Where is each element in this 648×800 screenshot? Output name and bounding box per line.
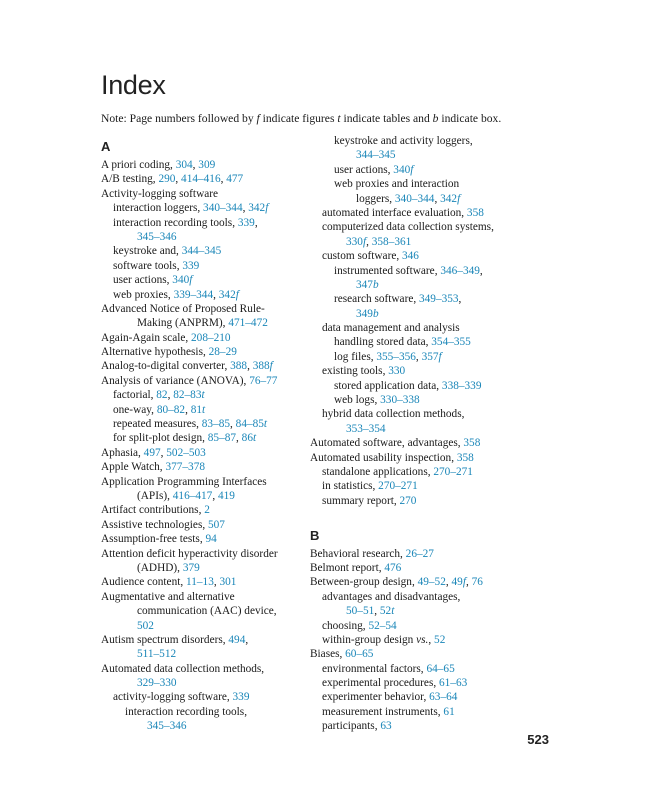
page-reference[interactable]: 345–346: [137, 230, 177, 243]
page-reference[interactable]: f: [462, 576, 466, 589]
index-entry: [310, 451, 524, 465]
entry-text: f: [256, 112, 260, 125]
page-reference[interactable]: 344–345: [181, 245, 222, 258]
index-note: [101, 112, 501, 125]
page-reference[interactable]: 11–13: [186, 576, 214, 589]
index-entry: [101, 359, 313, 373]
index-entry: [310, 364, 524, 378]
index-entry: [310, 134, 524, 148]
page-reference[interactable]: 388: [230, 360, 248, 373]
page-reference[interactable]: 511–512: [137, 648, 177, 661]
page-reference[interactable]: f: [410, 163, 414, 176]
index-entry: [310, 662, 524, 676]
entry-text: (APIs),: [137, 489, 173, 502]
entry-text: ,: [160, 446, 167, 459]
entry-text: ,: [415, 350, 422, 363]
entry-text: participants,: [322, 720, 381, 733]
index-entry: [101, 216, 313, 230]
entry-text: activity-logging software,: [113, 691, 233, 704]
index-entry: [101, 590, 313, 604]
index-entry: [101, 158, 313, 172]
page-reference[interactable]: 342: [440, 192, 458, 205]
index-entry: [310, 479, 524, 493]
entry-text: summary report,: [322, 494, 400, 507]
page-reference[interactable]: 357: [421, 350, 439, 363]
entry-text: custom software,: [322, 250, 402, 263]
page-reference[interactable]: f: [189, 274, 193, 287]
section-gap: [310, 508, 524, 522]
index-entry: [310, 206, 524, 220]
page-reference[interactable]: 82–83: [173, 389, 202, 402]
page-reference[interactable]: 64–65: [426, 662, 455, 675]
index-entry: [310, 561, 524, 575]
page-reference[interactable]: 502–503: [166, 446, 206, 459]
entry-text: Assumption-free tests,: [101, 533, 206, 546]
entry-text: within-group design: [322, 633, 417, 646]
entry-text: keystroke and activity loggers,: [334, 135, 473, 147]
page-reference[interactable]: t: [263, 418, 268, 431]
index-column-left: [101, 134, 313, 734]
index-entry: [310, 192, 524, 206]
entry-text: ,: [213, 576, 220, 589]
page-reference[interactable]: 358: [466, 206, 484, 219]
page-reference[interactable]: f: [269, 360, 273, 373]
index-entry: [310, 220, 524, 234]
index-entry: [101, 431, 313, 445]
entry-text: log files,: [334, 350, 377, 363]
entry-text: A/B testing,: [101, 173, 159, 186]
index-entry: [310, 379, 524, 393]
page-reference[interactable]: 354–355: [431, 336, 471, 349]
page-reference[interactable]: 2: [204, 504, 210, 517]
index-entry: [101, 316, 313, 330]
entry-text: choosing,: [322, 619, 369, 632]
entry-text: web proxies,: [113, 288, 174, 301]
index-entry: [310, 619, 524, 633]
entry-text: factorial,: [113, 389, 157, 402]
entry-text: Automated usability inspection,: [310, 451, 457, 464]
entry-text: Behavioral research,: [310, 547, 406, 560]
entry-text: indicate figures: [259, 112, 338, 125]
index-entry: [310, 163, 524, 177]
index-entry: [310, 465, 524, 479]
entry-text: Audience content,: [101, 576, 187, 589]
entry-text: Analog-to-digital converter,: [101, 360, 231, 373]
entry-text: Application Programming Interfaces: [101, 475, 267, 488]
page-reference[interactable]: 377–378: [165, 461, 205, 474]
page-reference[interactable]: 344–345: [356, 149, 396, 162]
page-reference[interactable]: 340–344: [203, 202, 243, 215]
page-reference[interactable]: 339: [182, 259, 200, 272]
entry-text: environmental factors,: [322, 662, 427, 675]
index-entry: [310, 292, 524, 306]
page-reference[interactable]: b: [372, 307, 379, 320]
page-reference[interactable]: 419: [217, 489, 235, 502]
index-entry: [101, 403, 313, 417]
page-reference[interactable]: f: [265, 202, 269, 215]
entry-text: hybrid data collection methods,: [322, 408, 465, 421]
page-reference[interactable]: 76: [471, 576, 483, 589]
index-entry: [101, 719, 313, 733]
index-entry: [310, 393, 524, 407]
page-reference[interactable]: 86: [241, 432, 253, 445]
index-entry: [310, 321, 524, 335]
entry-text: user actions,: [113, 274, 173, 287]
page-reference[interactable]: 342: [218, 288, 236, 301]
index-entry: [101, 230, 313, 244]
entry-text: (ADHD),: [137, 561, 183, 574]
entry-text: Again-Again scale,: [101, 331, 192, 344]
page-reference[interactable]: 476: [384, 561, 402, 574]
entry-text: Autism spectrum disorders,: [101, 633, 229, 646]
index-entry: [310, 633, 524, 647]
index-entry: [101, 172, 313, 186]
page-reference[interactable]: 346–349: [440, 264, 480, 277]
entry-text: ,: [192, 159, 199, 171]
entry-text: ,: [434, 192, 441, 205]
index-entry: [310, 647, 524, 661]
index-entry: [101, 647, 313, 661]
index-entry: [101, 302, 313, 316]
entry-text: ,: [175, 173, 182, 186]
index-entry: [310, 436, 524, 450]
index-entry: [101, 561, 313, 575]
index-entry: [310, 676, 524, 690]
entry-text: existing tools,: [322, 365, 389, 378]
entry-text: handling stored data,: [334, 336, 432, 349]
entry-text: vs.: [416, 633, 429, 646]
index-entry: [101, 662, 313, 676]
page-reference[interactable]: 339: [232, 691, 250, 704]
entry-text: Apple Watch,: [101, 461, 166, 474]
entry-text: repeated measures,: [113, 418, 202, 431]
entry-text: interaction loggers,: [113, 202, 204, 215]
page-reference[interactable]: 63–64: [429, 691, 458, 704]
index-entry: [310, 422, 524, 436]
page-reference[interactable]: t: [201, 389, 205, 402]
entry-text: Artifact contributions,: [101, 504, 205, 517]
page-reference[interactable]: 63: [380, 720, 392, 733]
index-entry: [101, 244, 313, 258]
page-number: 523: [527, 732, 549, 747]
entry-text: one-way,: [113, 403, 157, 416]
page-reference[interactable]: 26–27: [405, 547, 434, 560]
index-entry: [101, 331, 313, 345]
page-reference[interactable]: 270–271: [378, 480, 418, 493]
entry-text: b: [432, 112, 439, 125]
entry-text: ,: [236, 432, 242, 445]
index-entry: [101, 633, 313, 647]
index-column-right: [310, 134, 524, 734]
page-reference[interactable]: 340–344: [394, 192, 435, 205]
index-entry: [310, 278, 524, 292]
page-reference[interactable]: 339: [237, 216, 255, 229]
entry-text: web proxies and interaction: [334, 178, 460, 191]
index-entry: [310, 719, 524, 733]
index-entry: [101, 475, 313, 489]
entry-text: software tools,: [113, 259, 183, 272]
page-reference[interactable]: 290: [158, 173, 176, 186]
page-reference[interactable]: 60–65: [345, 648, 374, 661]
entry-text: ,: [230, 418, 236, 431]
entry-text: web logs,: [334, 394, 381, 407]
entry-text: ,: [366, 235, 372, 248]
page-reference[interactable]: 81: [190, 403, 203, 416]
entry-text: ,: [212, 489, 218, 502]
entry-text: experimenter behavior,: [322, 691, 430, 704]
page-reference[interactable]: 61: [443, 705, 455, 718]
entry-text: ,: [167, 389, 174, 402]
page-reference[interactable]: 358–361: [371, 235, 412, 248]
index-entry: [101, 201, 313, 215]
entry-text: stored application data,: [334, 379, 442, 392]
index-entry: [101, 547, 313, 561]
page-reference[interactable]: 84–85: [235, 418, 264, 431]
page-reference[interactable]: 85–87: [207, 432, 237, 445]
page-reference[interactable]: 82: [156, 389, 168, 402]
entry-text: t: [337, 112, 341, 125]
entry-text: ,: [254, 216, 258, 229]
index-entry: [101, 705, 313, 719]
index-entry: [310, 575, 524, 589]
index-entry: [101, 532, 313, 546]
index-entry: [101, 489, 313, 503]
entry-text: Between-group design,: [310, 576, 418, 589]
entry-text: for split-plot design,: [113, 432, 208, 445]
index-entry: [310, 590, 524, 604]
entry-text: experimental procedures,: [322, 677, 439, 690]
page-reference[interactable]: 330: [388, 365, 406, 378]
index-entry: [310, 705, 524, 719]
page-reference[interactable]: 355–356: [376, 350, 416, 363]
entry-text: loggers,: [356, 192, 395, 205]
index-entry: [310, 335, 524, 349]
entry-text: computerized data collection systems,: [322, 221, 494, 234]
index-entry: [101, 503, 313, 517]
page-reference[interactable]: 340: [393, 163, 411, 176]
page-reference[interactable]: f: [235, 288, 239, 301]
entry-text: communication (AAC) device,: [137, 605, 277, 618]
index-entry: [310, 177, 524, 191]
page-reference[interactable]: f: [438, 350, 442, 363]
page-reference[interactable]: 494: [228, 633, 246, 646]
page-reference[interactable]: 345–346: [147, 720, 187, 733]
entry-text: ,: [465, 576, 472, 589]
index-entry: [310, 494, 524, 508]
index-entry: [310, 235, 524, 249]
page-reference[interactable]: 477: [226, 173, 244, 186]
page-reference[interactable]: 94: [205, 533, 217, 546]
page-reference[interactable]: 338–339: [441, 379, 482, 392]
page-reference[interactable]: 329–330: [137, 677, 177, 690]
page-reference[interactable]: b: [372, 278, 379, 291]
index-entry: [101, 388, 313, 402]
page-reference[interactable]: 49: [451, 576, 463, 589]
page-reference[interactable]: 49–52: [417, 576, 446, 589]
index-entry: [101, 604, 313, 618]
index-title: Index: [101, 70, 166, 100]
page-reference[interactable]: 80–82: [156, 403, 186, 416]
entry-text: research software,: [334, 293, 419, 306]
entry-text: Making (ANPRM),: [137, 317, 229, 330]
index-entry: [101, 273, 313, 287]
index-entry: [310, 307, 524, 321]
index-entry: [101, 288, 313, 302]
entry-text: Analysis of variance (ANOVA),: [101, 374, 250, 387]
entry-text: Attention deficit hyperactivity disorder: [101, 547, 278, 560]
page-reference[interactable]: 52: [434, 633, 446, 646]
entry-text: ,: [479, 264, 483, 277]
entry-text: A priori coding,: [101, 159, 176, 171]
index-entry: [101, 619, 313, 633]
page-reference[interactable]: 301: [219, 576, 237, 589]
entry-text: keystroke and,: [113, 245, 182, 258]
page-reference[interactable]: 330–338: [380, 394, 420, 407]
page-reference[interactable]: 349: [356, 307, 373, 320]
entry-text: Advanced Notice of Proposed Rule-: [101, 302, 265, 315]
page-reference[interactable]: 497: [143, 446, 161, 459]
page-reference[interactable]: 330: [346, 235, 363, 248]
entry-text: ,: [213, 288, 219, 301]
entry-text: Aphasia,: [101, 446, 144, 459]
page-reference[interactable]: 270: [399, 494, 417, 507]
page-reference[interactable]: 388: [252, 360, 270, 373]
entry-text: Note: Page numbers followed by: [101, 112, 257, 125]
entry-text: Biases,: [310, 648, 346, 661]
entry-text: ,: [242, 202, 249, 215]
page-reference[interactable]: 416–417: [172, 489, 213, 502]
index-entry: [310, 350, 524, 364]
entry-text: interaction recording tools,: [113, 216, 238, 229]
page-reference[interactable]: 358: [456, 451, 474, 464]
entry-text: ,: [247, 360, 253, 373]
page-reference[interactable]: 304: [175, 159, 193, 171]
entry-text: Assistive technologies,: [101, 518, 208, 531]
entry-text: standalone applications,: [322, 465, 434, 478]
page-reference[interactable]: 309: [198, 159, 216, 171]
page-reference[interactable]: 50–51: [346, 605, 375, 618]
index-entry: [101, 417, 313, 431]
page-reference[interactable]: 346: [402, 250, 419, 263]
page-reference[interactable]: 52: [379, 605, 392, 618]
entry-text: ,: [458, 293, 462, 306]
entry-text: user actions,: [334, 163, 394, 176]
page-reference[interactable]: 339–344: [173, 288, 214, 301]
entry-text: ,: [374, 605, 380, 618]
page-reference[interactable]: 342: [248, 202, 266, 215]
entry-text: Augmentative and alternative: [101, 590, 235, 603]
page-reference[interactable]: 349–353: [419, 293, 459, 306]
index-entry: [101, 690, 313, 704]
page-reference[interactable]: 353–354: [346, 422, 386, 435]
entry-text: in statistics,: [322, 480, 379, 493]
entry-text: Belmont report,: [310, 561, 385, 574]
index-entry: [310, 148, 524, 162]
page-reference[interactable]: t: [202, 403, 206, 416]
entry-text: advantages and disadvantages,: [322, 590, 461, 603]
page-reference[interactable]: 340: [172, 274, 190, 287]
page-reference[interactable]: 414–416: [181, 173, 221, 186]
entry-text: interaction recording tools,: [125, 705, 248, 718]
index-entry: [101, 446, 313, 460]
section-letter-heading: A: [101, 139, 111, 154]
page-reference[interactable]: 61–63: [439, 677, 468, 690]
entry-text: ,: [428, 633, 435, 646]
entry-text: Alternative hypothesis,: [101, 346, 209, 359]
entry-text: automated interface evaluation,: [322, 206, 467, 219]
entry-text: Automated software, advantages,: [310, 437, 464, 450]
index-entry: [101, 187, 313, 201]
index-entry: [310, 264, 524, 278]
page-reference[interactable]: 502: [137, 619, 154, 632]
index-entry: [101, 345, 313, 359]
entry-text: ,: [185, 403, 191, 416]
page-reference[interactable]: 358: [463, 437, 481, 450]
page-reference[interactable]: 52–54: [368, 619, 397, 632]
entry-text: indicate tables and: [340, 112, 433, 125]
index-entry: [101, 575, 313, 589]
page-reference[interactable]: 76–77: [249, 374, 278, 387]
page-reference[interactable]: f: [457, 192, 461, 205]
entry-text: Automated data collection methods,: [101, 662, 265, 675]
index-entry: [310, 690, 524, 704]
page-reference[interactable]: 379: [182, 561, 200, 574]
index-entry: [310, 407, 524, 421]
index-entry: [101, 518, 313, 532]
entry-text: data management and analysis: [322, 322, 460, 335]
entry-text: ,: [220, 173, 227, 186]
index-entry: [310, 604, 524, 618]
entry-text: instrumented software,: [334, 264, 441, 277]
index-entry: [101, 676, 313, 690]
entry-text: Activity-logging software: [101, 187, 219, 200]
entry-text: ,: [445, 576, 452, 589]
page-reference[interactable]: 347: [356, 278, 373, 291]
page-reference[interactable]: 28–29: [208, 346, 237, 359]
page-reference[interactable]: f: [362, 235, 367, 248]
page-reference[interactable]: 270–271: [433, 465, 473, 478]
page-reference[interactable]: t: [252, 432, 257, 445]
index-entry: [101, 374, 313, 388]
index-entry: [310, 249, 524, 263]
index-entry: [310, 547, 524, 561]
section-letter-heading: B: [310, 527, 320, 543]
page-reference[interactable]: t: [391, 605, 395, 618]
entry-text: measurement instruments,: [322, 705, 444, 718]
entry-text: indicate box.: [438, 112, 502, 125]
page-reference[interactable]: 471–472: [228, 317, 268, 330]
page-reference[interactable]: 83–85: [201, 418, 231, 431]
index-entry: [101, 460, 313, 474]
entry-text: ,: [245, 633, 249, 646]
page-reference[interactable]: 208–210: [191, 331, 231, 344]
page-reference[interactable]: 507: [208, 518, 225, 531]
index-entry: [101, 259, 313, 273]
